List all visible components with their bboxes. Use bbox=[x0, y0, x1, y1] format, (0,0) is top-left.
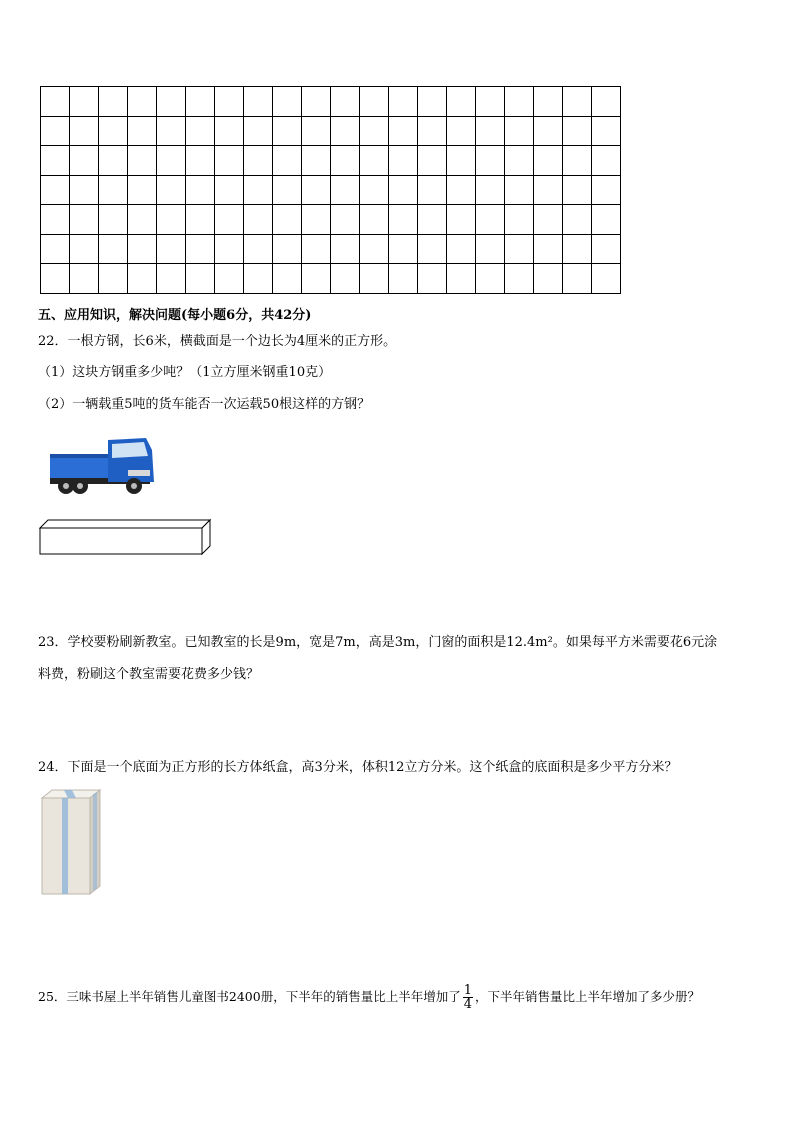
grid-cell bbox=[41, 175, 70, 205]
grid-cell bbox=[418, 175, 447, 205]
grid-cell bbox=[418, 234, 447, 264]
grid-cell bbox=[476, 264, 505, 294]
grid-cell bbox=[592, 234, 621, 264]
grid-cell bbox=[447, 264, 476, 294]
grid-cell bbox=[273, 205, 302, 235]
grid-cell bbox=[360, 264, 389, 294]
section-heading: 五、应用知识，解决问题(每小题6分，共42分) bbox=[38, 308, 312, 323]
grid-cell bbox=[505, 87, 534, 117]
question-24-stem: 24．下面是一个底面为正方形的长方体纸盒，高3分米，体积12立方分米。这个纸盒的底面积是多少平方分米？ bbox=[38, 760, 678, 775]
grid-cell bbox=[302, 264, 331, 294]
grid-row bbox=[41, 87, 621, 117]
grid-cell bbox=[418, 205, 447, 235]
grid-cell bbox=[447, 205, 476, 235]
grid-row bbox=[41, 116, 621, 146]
grid-cell bbox=[244, 87, 273, 117]
steel-bar-diagram bbox=[38, 516, 214, 556]
grid-cell bbox=[418, 146, 447, 176]
grid-cell bbox=[534, 116, 563, 146]
question-23-line-1: 23．学校要粉刷新教室。已知教室的长是9m，宽是7m，高是3m，门窗的面积是12.4m²。如果每平方米需要花6元涂 bbox=[38, 635, 718, 650]
grid-cell bbox=[302, 175, 331, 205]
grid-cell bbox=[128, 146, 157, 176]
grid-cell bbox=[534, 87, 563, 117]
grid-row bbox=[41, 264, 621, 294]
grid-cell bbox=[41, 234, 70, 264]
grid-cell bbox=[505, 175, 534, 205]
grid-cell bbox=[215, 264, 244, 294]
grid-cell bbox=[563, 146, 592, 176]
grid-cell bbox=[186, 175, 215, 205]
grid-cell bbox=[215, 234, 244, 264]
grid-cell bbox=[128, 234, 157, 264]
grid-cell bbox=[447, 87, 476, 117]
grid-cell bbox=[157, 234, 186, 264]
grid-cell bbox=[476, 87, 505, 117]
grid-cell bbox=[273, 264, 302, 294]
grid-cell bbox=[273, 146, 302, 176]
grid-cell bbox=[157, 264, 186, 294]
grid-cell bbox=[563, 205, 592, 235]
grid-cell bbox=[476, 116, 505, 146]
grid-cell bbox=[157, 116, 186, 146]
grid-cell bbox=[273, 234, 302, 264]
grid-row bbox=[41, 146, 621, 176]
grid-cell bbox=[360, 116, 389, 146]
grid-cell bbox=[563, 116, 592, 146]
grid-cell bbox=[215, 175, 244, 205]
grid-cell bbox=[99, 146, 128, 176]
grid-cell bbox=[476, 175, 505, 205]
grid-cell bbox=[563, 234, 592, 264]
grid-cell bbox=[331, 146, 360, 176]
grid-cell bbox=[244, 205, 273, 235]
fraction-numerator: 1 bbox=[463, 983, 472, 998]
grid-cell bbox=[505, 234, 534, 264]
grid-cell bbox=[360, 146, 389, 176]
grid-cell bbox=[302, 116, 331, 146]
grid-cell bbox=[302, 234, 331, 264]
grid-cell bbox=[389, 264, 418, 294]
grid-cell bbox=[244, 264, 273, 294]
grid-cell bbox=[186, 116, 215, 146]
grid-cell bbox=[447, 146, 476, 176]
fraction-denominator: 4 bbox=[463, 997, 472, 1012]
grid-cell bbox=[215, 205, 244, 235]
grid-cell bbox=[331, 205, 360, 235]
grid-cell bbox=[273, 175, 302, 205]
grid-cell bbox=[563, 175, 592, 205]
grid-cell bbox=[534, 146, 563, 176]
grid-cell bbox=[41, 146, 70, 176]
grid-cell bbox=[418, 87, 447, 117]
grid-cell bbox=[215, 146, 244, 176]
grid-cell bbox=[331, 116, 360, 146]
grid-cell bbox=[360, 205, 389, 235]
grid-cell bbox=[244, 234, 273, 264]
grid-cell bbox=[99, 175, 128, 205]
grid-cell bbox=[244, 116, 273, 146]
grid-cell bbox=[157, 146, 186, 176]
grid-cell bbox=[273, 87, 302, 117]
grid-cell bbox=[70, 116, 99, 146]
grid-cell bbox=[331, 87, 360, 117]
grid-cell bbox=[476, 146, 505, 176]
grid-cell bbox=[360, 175, 389, 205]
grid-row bbox=[41, 175, 621, 205]
grid-cell bbox=[331, 234, 360, 264]
grid-cell bbox=[41, 205, 70, 235]
grid-cell bbox=[592, 175, 621, 205]
grid-cell bbox=[215, 87, 244, 117]
grid-cell bbox=[534, 234, 563, 264]
grid-cell bbox=[447, 116, 476, 146]
answer-grid bbox=[40, 86, 621, 294]
grid-cell bbox=[70, 205, 99, 235]
grid-cell bbox=[128, 87, 157, 117]
grid-cell bbox=[563, 264, 592, 294]
grid-cell bbox=[186, 264, 215, 294]
grid-cell bbox=[99, 234, 128, 264]
grid-row bbox=[41, 205, 621, 235]
grid-cell bbox=[128, 175, 157, 205]
grid-cell bbox=[418, 264, 447, 294]
grid-cell bbox=[70, 87, 99, 117]
grid-cell bbox=[157, 175, 186, 205]
grid-cell bbox=[592, 146, 621, 176]
grid-cell bbox=[70, 175, 99, 205]
grid-cell bbox=[99, 116, 128, 146]
grid-cell bbox=[592, 264, 621, 294]
grid-cell bbox=[476, 205, 505, 235]
fraction-one-quarter bbox=[463, 984, 473, 1011]
question-22-stem: 22．一根方钢，长6米，横截面是一个边长为4厘米的正方形。 bbox=[38, 334, 397, 349]
question-23-line-2: 料费，粉刷这个教室需要花费多少钱？ bbox=[38, 667, 260, 682]
grid-cell bbox=[592, 87, 621, 117]
grid-cell bbox=[41, 264, 70, 294]
grid-cell bbox=[70, 146, 99, 176]
grid-cell bbox=[389, 175, 418, 205]
truck-image bbox=[48, 430, 160, 500]
grid-cell bbox=[215, 116, 244, 146]
grid-cell bbox=[302, 205, 331, 235]
grid-cell bbox=[99, 264, 128, 294]
question-22-part-2: （2）一辆载重5吨的货车能否一次运载50根这样的方钢？ bbox=[38, 397, 371, 412]
grid-cell bbox=[389, 116, 418, 146]
grid-cell bbox=[186, 87, 215, 117]
grid-cell bbox=[244, 175, 273, 205]
question-22-part-1: （1）这块方钢重多少吨？（1立方厘米钢重10克） bbox=[38, 365, 332, 380]
grid-cell bbox=[360, 234, 389, 264]
grid-cell bbox=[447, 234, 476, 264]
grid-cell bbox=[534, 205, 563, 235]
grid-row bbox=[41, 234, 621, 264]
grid-cell bbox=[186, 234, 215, 264]
grid-cell bbox=[41, 116, 70, 146]
grid-cell bbox=[389, 205, 418, 235]
grid-cell bbox=[244, 146, 273, 176]
grid-cell bbox=[476, 234, 505, 264]
grid-cell bbox=[360, 87, 389, 117]
grid-cell bbox=[505, 205, 534, 235]
grid-cell bbox=[389, 234, 418, 264]
question-25-after: ，下半年销售量比上半年增加了多少册？ bbox=[475, 989, 701, 1004]
grid-cell bbox=[186, 146, 215, 176]
grid-cell bbox=[99, 205, 128, 235]
grid-cell bbox=[389, 146, 418, 176]
grid-cell bbox=[563, 87, 592, 117]
grid-cell bbox=[389, 87, 418, 117]
grid-cell bbox=[592, 116, 621, 146]
question-25-before: 25．三味书屋上半年销售儿童图书2400册，下半年的销售量比上半年增加了 bbox=[38, 989, 461, 1004]
grid-cell bbox=[331, 264, 360, 294]
grid-cell bbox=[302, 87, 331, 117]
grid-cell bbox=[128, 264, 157, 294]
grid-cell bbox=[447, 175, 476, 205]
paper-box-image bbox=[38, 788, 104, 900]
grid-cell bbox=[128, 116, 157, 146]
grid-cell bbox=[186, 205, 215, 235]
grid-cell bbox=[534, 264, 563, 294]
grid-cell bbox=[70, 264, 99, 294]
question-25 bbox=[38, 984, 700, 1011]
grid-cell bbox=[273, 116, 302, 146]
grid-cell bbox=[418, 116, 447, 146]
grid-cell bbox=[157, 205, 186, 235]
grid-cell bbox=[505, 264, 534, 294]
grid-cell bbox=[157, 87, 186, 117]
grid-cell bbox=[505, 116, 534, 146]
grid-cell bbox=[302, 146, 331, 176]
grid-cell bbox=[99, 87, 128, 117]
grid-cell bbox=[331, 175, 360, 205]
grid-cell bbox=[128, 205, 157, 235]
grid-cell bbox=[592, 205, 621, 235]
grid-cell bbox=[41, 87, 70, 117]
grid-cell bbox=[70, 234, 99, 264]
grid-cell bbox=[534, 175, 563, 205]
grid-cell bbox=[505, 146, 534, 176]
